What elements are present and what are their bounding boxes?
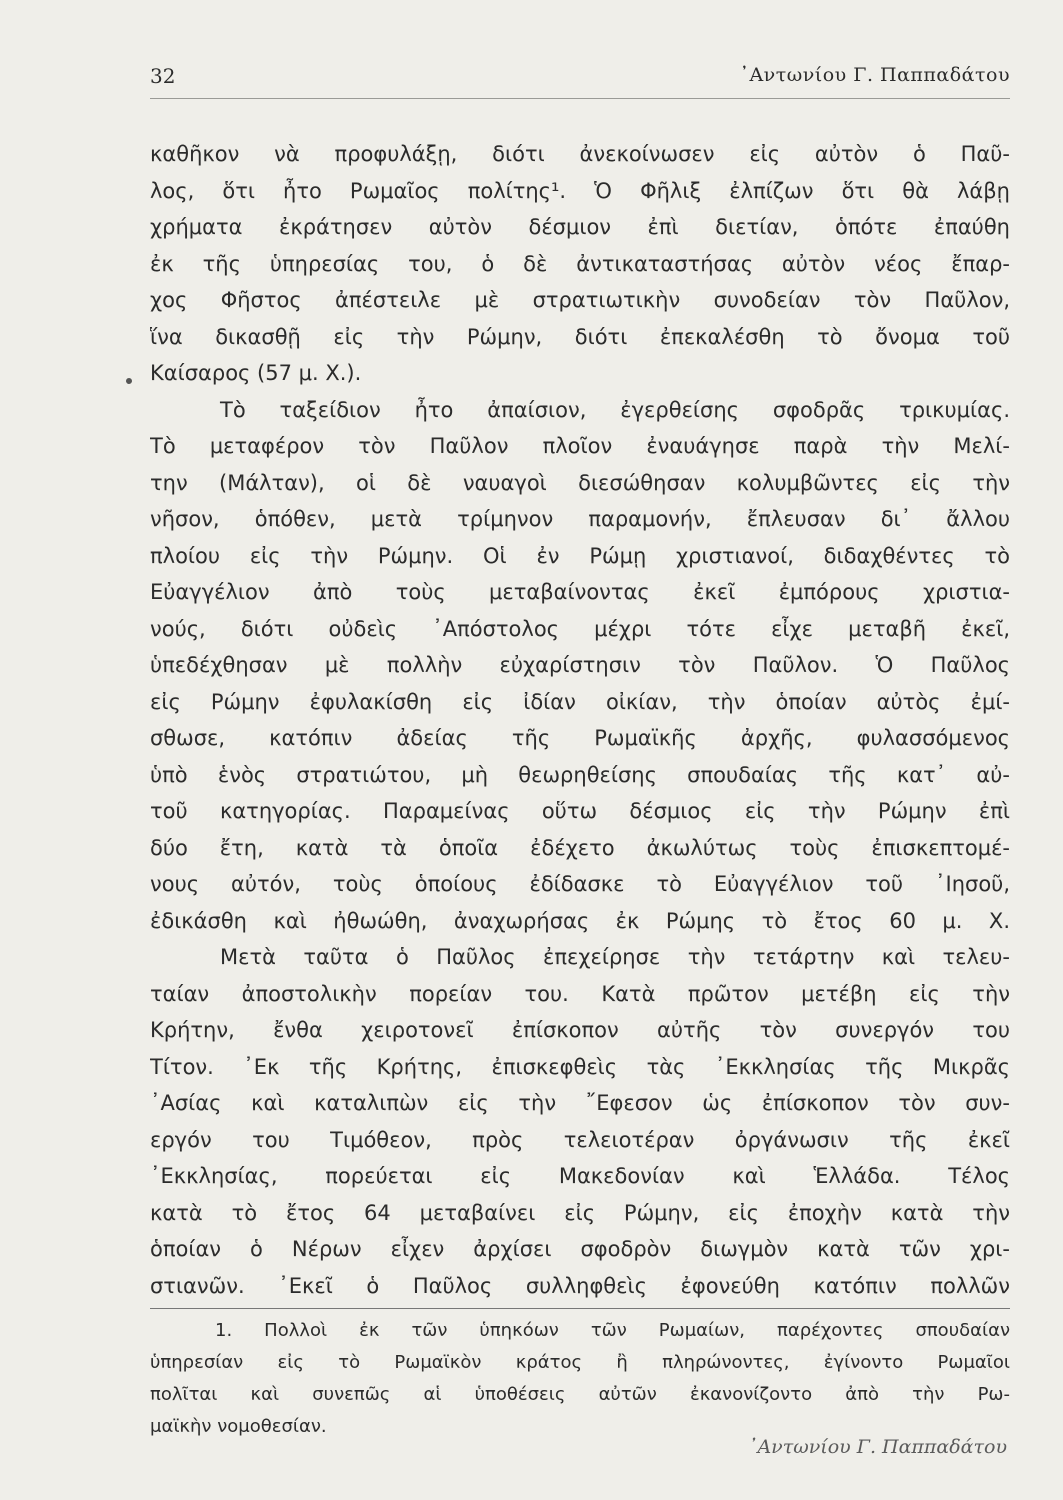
- body-line: νους αὐτόν, τοὺς ὁποίους ἐδίδασκε τὸ Εὐαγγέλιον τοῦ ᾿Ιησοῦ,: [150, 872, 1010, 896]
- running-head: ᾿Αντωνίου Γ. Παππαδάτου: [739, 64, 1010, 86]
- body-line: ἐκ τῆς ὑπηρεσίας του, ὁ δὲ ἀντικαταστήσας αὐτὸν νέος ἔπαρ-: [150, 251, 1010, 276]
- body-text: [150, 136, 1010, 1304]
- body-line: ὑπεδέχθησαν μὲ πολλὴν εὐχαρίστησιν τὸν Παῦλον. Ὁ Παῦλος: [150, 653, 1010, 677]
- body-line: Κρήτην, ἔνθα χειροτονεῖ ἐπίσκοπον αὐτῆς τὸν συνεργόν του: [150, 1018, 1010, 1042]
- body-line: κατὰ τὸ ἔτος 64 μεταβαίνει εἰς Ρώμην, εἰς ἐποχὴν κατὰ τὴν: [150, 1200, 1010, 1225]
- footnotes: [150, 1308, 1010, 1443]
- body-line: νούς, διότι οὐδεὶς ᾿Απόστολος μέχρι τότε εἶχε μεταβῆ ἐκεῖ,: [150, 616, 1010, 641]
- signature-stamp: ᾿Αντωνίου Γ. Παππαδάτου: [747, 1436, 1007, 1458]
- body-line: τοῦ κατηγορίας. Παραμείνας οὕτω δέσμιος εἰς τὴν Ρώμην ἐπὶ: [150, 799, 1010, 823]
- footnote-line: ὑπηρεσίαν εἰς τὸ Ρωμαϊκὸν κράτος ἢ πληρώνοντες, ἐγίνοντο Ρωμαῖοι: [150, 1352, 1010, 1373]
- body-line: Εὐαγγέλιον ἀπὸ τοὺς μεταβαίνοντας ἐκεῖ ἐμπόρους χριστια-: [150, 580, 1010, 604]
- footnote-line: μαϊκὴν νομοθεσίαν.: [150, 1416, 327, 1437]
- body-line: καθῆκον νὰ προφυλάξῃ, διότι ἀνεκοίνωσεν εἰς αὐτὸν ὁ Παῦ-: [150, 142, 1010, 166]
- footnote-line: πολῖται καὶ συνεπῶς αἱ ὑποθέσεις αὐτῶν ἐκανονίζοντο ἀπὸ τὴν Ρω-: [150, 1384, 1010, 1405]
- body-line: ὁποίαν ὁ Νέρων εἶχεν ἀρχίσει σφοδρὸν διωγμὸν κατὰ τῶν χρι-: [150, 1237, 1010, 1261]
- body-line: δύο ἔτη, κατὰ τὰ ὁποῖα ἐδέχετο ἀκωλύτως τοὺς ἐπισκεπτομέ-: [150, 835, 1010, 860]
- body-line: εἰς Ρώμην ἐφυλακίσθη εἰς ἰδίαν οἰκίαν, τὴν ὁποίαν αὐτὸς ἐμί-: [150, 689, 1010, 714]
- body-line: Καίσαρος (57 μ. Χ.).: [150, 361, 362, 385]
- body-line: ἵνα δικασθῇ εἰς τὴν Ρώμην, διότι ἐπεκαλέσθη τὸ ὄνομα τοῦ: [150, 324, 1010, 349]
- body-line: ταίαν ἀποστολικὴν πορείαν του. Κατὰ πρῶτον μετέβη εἰς τὴν: [150, 981, 1010, 1006]
- body-line: Τὸ ταξείδιον ἦτο ἀπαίσιον, ἐγερθείσης σφοδρᾶς τρικυμίας.: [220, 397, 1010, 422]
- body-line: λος, ὅτι ἦτο Ρωμαῖος πολίτης¹. Ὁ Φῆλιξ ἐλπίζων ὅτι θὰ λάβῃ: [150, 178, 1010, 203]
- body-line: Τὸ μεταφέρον τὸν Παῦλον πλοῖον ἐναυάγησε παρὰ τὴν Μελί-: [150, 434, 1010, 458]
- body-line: πλοίου εἰς τὴν Ρώμην. Οἱ ἐν Ρώμῃ χριστιανοί, διδαχθέντες τὸ: [150, 543, 1010, 568]
- page-number: 32: [150, 64, 176, 88]
- body-line: ᾿Εκκλησίας, πορεύεται εἰς Μακεδονίαν καὶ Ἑλλάδα. Τέλος: [150, 1164, 1010, 1188]
- body-line: χος Φῆστος ἀπέστειλε μὲ στρατιωτικὴν συνοδείαν τὸν Παῦλον,: [150, 288, 1010, 312]
- margin-dot-mark: [126, 378, 132, 384]
- body-line: Τίτον. ᾿Εκ τῆς Κρήτης, ἐπισκεφθεὶς τὰς ᾿Εκκλησίας τῆς Μικρᾶς: [150, 1054, 1010, 1079]
- body-line: νῆσον, ὁπόθεν, μετὰ τρίμηνον παραμονήν, ἔπλευσαν δι᾿ ἄλλου: [150, 507, 1010, 531]
- footnote-line: 1. Πολλοὶ ἐκ τῶν ὑπηκόων τῶν Ρωμαίων, παρέχοντες σπουδαίαν: [215, 1320, 1010, 1341]
- body-line: την (Μάλταν), οἱ δὲ ναυαγοὶ διεσώθησαν κολυμβῶντες εἰς τὴν: [150, 470, 1010, 495]
- body-line: εργόν του Τιμόθεον, πρὸς τελειοτέραν ὀργάνωσιν τῆς ἐκεῖ: [150, 1127, 1010, 1152]
- body-line: ὑπὸ ἑνὸς στρατιώτου, μὴ θεωρηθείσης σπουδαίας τῆς κατ᾿ αὐ-: [150, 762, 1010, 787]
- body-line: χρήματα ἐκράτησεν αὐτὸν δέσμιον ἐπὶ διετίαν, ὁπότε ἐπαύθη: [150, 215, 1010, 239]
- body-line: σθωσε, κατόπιν ἀδείας τῆς Ρωμαϊκῆς ἀρχῆς, φυλασσόμενος: [150, 726, 1010, 750]
- body-line: ᾿Ασίας καὶ καταλιπὼν εἰς τὴν ῎Εφεσον ὡς ἐπίσκοπον τὸν συν-: [150, 1091, 1010, 1115]
- body-line: στιανῶν. ᾿Εκεῖ ὁ Παῦλος συλληφθεὶς ἐφονεύθη κατόπιν πολλῶν: [150, 1273, 1010, 1298]
- body-line: Μετὰ ταῦτα ὁ Παῦλος ἐπεχείρησε τὴν τετάρτην καὶ τελευ-: [220, 945, 1010, 969]
- body-line: ἐδικάσθη καὶ ἠθωώθη, ἀναχωρήσας ἐκ Ρώμης τὸ ἔτος 60 μ. Χ.: [150, 908, 1010, 933]
- page-header: [150, 64, 1010, 99]
